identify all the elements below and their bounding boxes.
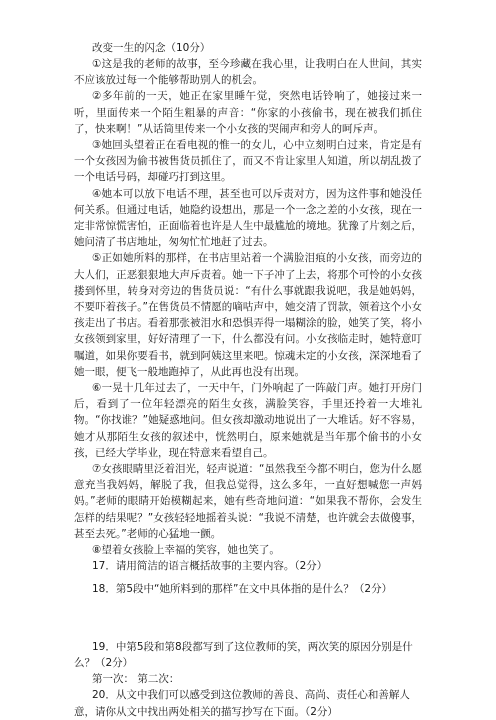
paragraph-6: ⑥一晃十几年过去了，一天中午，门外响起了一阵敲门声。她打开房门后，看到了一位年轻漂亮的陌生女孩，满脸笑容，手里还拎着一大堆礼物。“你找谁？”她疑惑地问。但女孩却激动地说出了一大堆话。好不容易，她才从那陌生女孩的叙述中，恍然明白，原来她就是当年那个偷书的小女孩，已经大学毕业，现在特意来看望自己。 bbox=[74, 382, 422, 459]
paragraph-7: ⑦女孩眼睛里泛着泪光，轻声说道：“虽然我至今都不明白，您为什么愿意充当我妈妈，解脱了我，但我总觉得，这么多年，一直好想喊您一声妈妈。”老师的眼睛开始模糊起来，她有些奇地问道：“如果我不帮你，会发生怎样的结果呢？”女孩轻轻地摇着头说：“我说不清楚，也许就会去做傻事，甚至去死。”老师的心猛地一颤。 bbox=[74, 463, 422, 540]
question-20: 20．从文中我们可以感受到这位教师的善良、高尚、责任心和善解人意，请你从文中找出两处相关的描写抄写在下面。（2分） bbox=[74, 689, 410, 718]
paragraph-3: ③她回头望着正在看电视的惟一的女儿，心中立刻明白过来，肯定是有一个女孩因为偷书被售货员抓住了，而又不肯让家里人知道，所以胡乱拨了一个电话号码，却碰巧打到这里。 bbox=[74, 139, 422, 184]
question-17: 17．请用简洁的语言概括故事的主要内容。（2分） bbox=[92, 560, 328, 573]
paragraph-5: ⑤正如她所料的那样，在书店里站着一个满脸泪痕的小女孩，而旁边的大人们，正恶狠狠地大声斥责着。她一下子冲了上去，将那个可怜的小女孩搂到怀里，转身对旁边的售货员说：“有什么事就跟我说吧，我是她妈妈，不要吓着孩子。”在售货员不情愿的嘀咕声中，她交清了罚款，领着这个小女孩走出了书店。看着那张被泪水和恐惧弄得一塌糊涂的脸，她笑了笑，将小女孩领到家里，好好清理了一下，什么都没有问。小女孩临走时，她特意叮嘱道，如果你要看书，就到阿姨这里来吧。惊魂未定的小女孩，深深地看了她一眼，便飞一般地跑掉了，从此再也没有出现。 bbox=[74, 252, 422, 378]
paragraph-4: ④她本可以放下电话不理，甚至也可以斥责对方，因为这件事和她没任何关系。但通过电话，她隐约设想出，那是一个一念之差的小女孩，现在一定非常惊慌害怕，正面临着也许是人生中最尴尬的境地。犹豫了片刻之后，她问清了书店地址，匆匆忙忙地赶了过去。 bbox=[74, 187, 422, 249]
paragraph-8: ⑧望着女孩脸上幸福的笑容，她也笑了。 bbox=[92, 544, 280, 557]
paragraph-2: ②多年前的一天，她正在家里睡午觉，突然电话铃响了，她接过来一听，里面传来一个陌生粗暴的声音：“你家的小孩偷书，现在被我们抓住了，快来啊！”从话筒里传来一个小女孩的哭闹声和旁人的呵斥声。 bbox=[74, 90, 422, 135]
answer-line-19: 第一次： 第二次： bbox=[92, 673, 180, 686]
question-19: 19．中第5段和第8段都写到了这位教师的笑，两次笑的原因分别是什么？（2分） bbox=[74, 640, 413, 669]
paragraph-1: ①这是我的老师的故事，至今珍藏在我心里，让我明白在人世间，其实不应该放过每一个能够帮助别人的机会。 bbox=[74, 58, 422, 87]
question-18: 18．第5段中“她所料到的那样”在文中具体指的是什么？（2分） bbox=[92, 582, 393, 595]
article-title: 改变一生的闪念（10分） bbox=[92, 42, 211, 54]
